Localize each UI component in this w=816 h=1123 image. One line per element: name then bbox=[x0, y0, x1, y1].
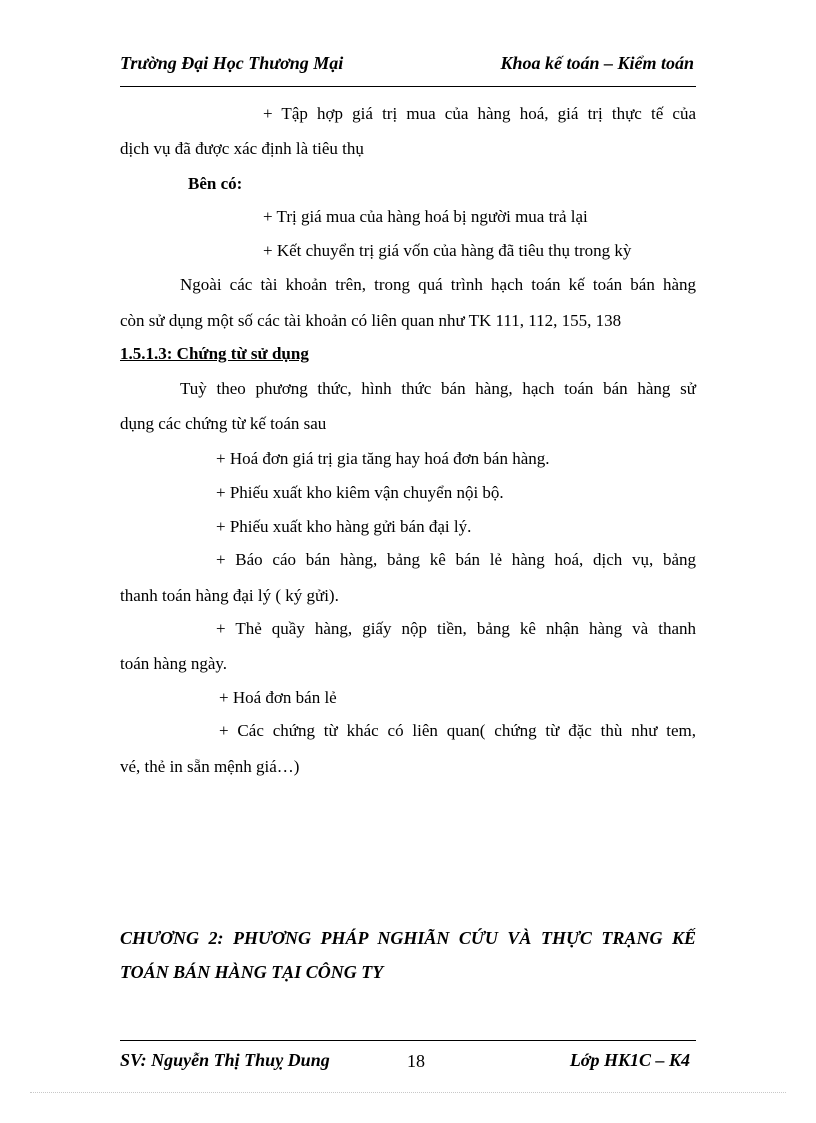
chapter-title-line-2: TOÁN BÁN HÀNG TẠI CÔNG TY bbox=[120, 962, 384, 982]
page-edge-divider bbox=[30, 1092, 786, 1093]
para-line-3: + Trị giá mua của hàng hoá bị người mua trả lại bbox=[263, 207, 588, 226]
footer-student: SV: Nguyễn Thị Thuỵ Dung bbox=[120, 1050, 330, 1070]
list-item-6: + Hoá đơn bán lẻ bbox=[219, 688, 337, 707]
list-item-3: + Phiếu xuất kho hàng gửi bán đại lý. bbox=[216, 517, 472, 536]
chapter-title-line-1: CHƯƠNG 2: PHƯƠNG PHÁP NGHIÃN CỨU VÀ THỰC TRẠNG KẾ bbox=[120, 928, 696, 948]
para-line-1: + Tập hợp giá trị mua của hàng hoá, giá trị thực tế của bbox=[263, 104, 696, 123]
list-item-2: + Phiếu xuất kho kiêm vận chuyển nội bộ. bbox=[216, 483, 504, 502]
para-line-8: dụng các chứng từ kế toán sau bbox=[120, 414, 327, 433]
section-heading: 1.5.1.3: Chứng từ sử dụng bbox=[120, 344, 309, 363]
list-item-4-cont: thanh toán hàng đại lý ( ký gửi). bbox=[120, 586, 339, 605]
ben-co-label: Bên có: bbox=[188, 174, 243, 193]
list-item-7: + Các chứng từ khác có liên quan( chứng từ đặc thù như tem, bbox=[219, 721, 696, 740]
header-school: Trường Đại Học Thương Mại bbox=[120, 53, 344, 73]
list-item-4: + Báo cáo bán hàng, bảng kê bán lẻ hàng hoá, dịch vụ, bảng bbox=[216, 550, 696, 569]
list-item-5: + Thẻ quầy hàng, giấy nộp tiền, bảng kê nhận hàng và thanh bbox=[216, 619, 696, 638]
para-line-2: dịch vụ đã được xác định là tiêu thụ bbox=[120, 139, 364, 158]
list-item-1: + Hoá đơn giá trị gia tăng hay hoá đơn bán hàng. bbox=[216, 449, 550, 468]
para-line-7: Tuỳ theo phương thức, hình thức bán hàng, hạch toán bán hàng sử bbox=[180, 379, 696, 398]
header-faculty: Khoa kế toán – Kiểm toán bbox=[500, 53, 694, 73]
footer-rule bbox=[120, 1040, 696, 1041]
footer-class: Lớp HK1C – K4 bbox=[569, 1050, 690, 1070]
header-rule bbox=[120, 86, 696, 87]
page-number: 18 bbox=[407, 1051, 425, 1071]
para-line-4: + Kết chuyển trị giá vốn của hàng đã tiêu thụ trong kỳ bbox=[263, 241, 632, 260]
list-item-5-cont: toán hàng ngày. bbox=[120, 654, 228, 673]
list-item-7-cont: vé, thẻ in sẵn mệnh giá…) bbox=[120, 757, 300, 776]
para-line-6: còn sử dụng một số các tài khoản có liên quan như TK 111, 112, 155, 138 bbox=[120, 311, 622, 330]
para-line-5: Ngoài các tài khoản trên, trong quá trình hạch toán kế toán bán hàng bbox=[180, 275, 696, 294]
